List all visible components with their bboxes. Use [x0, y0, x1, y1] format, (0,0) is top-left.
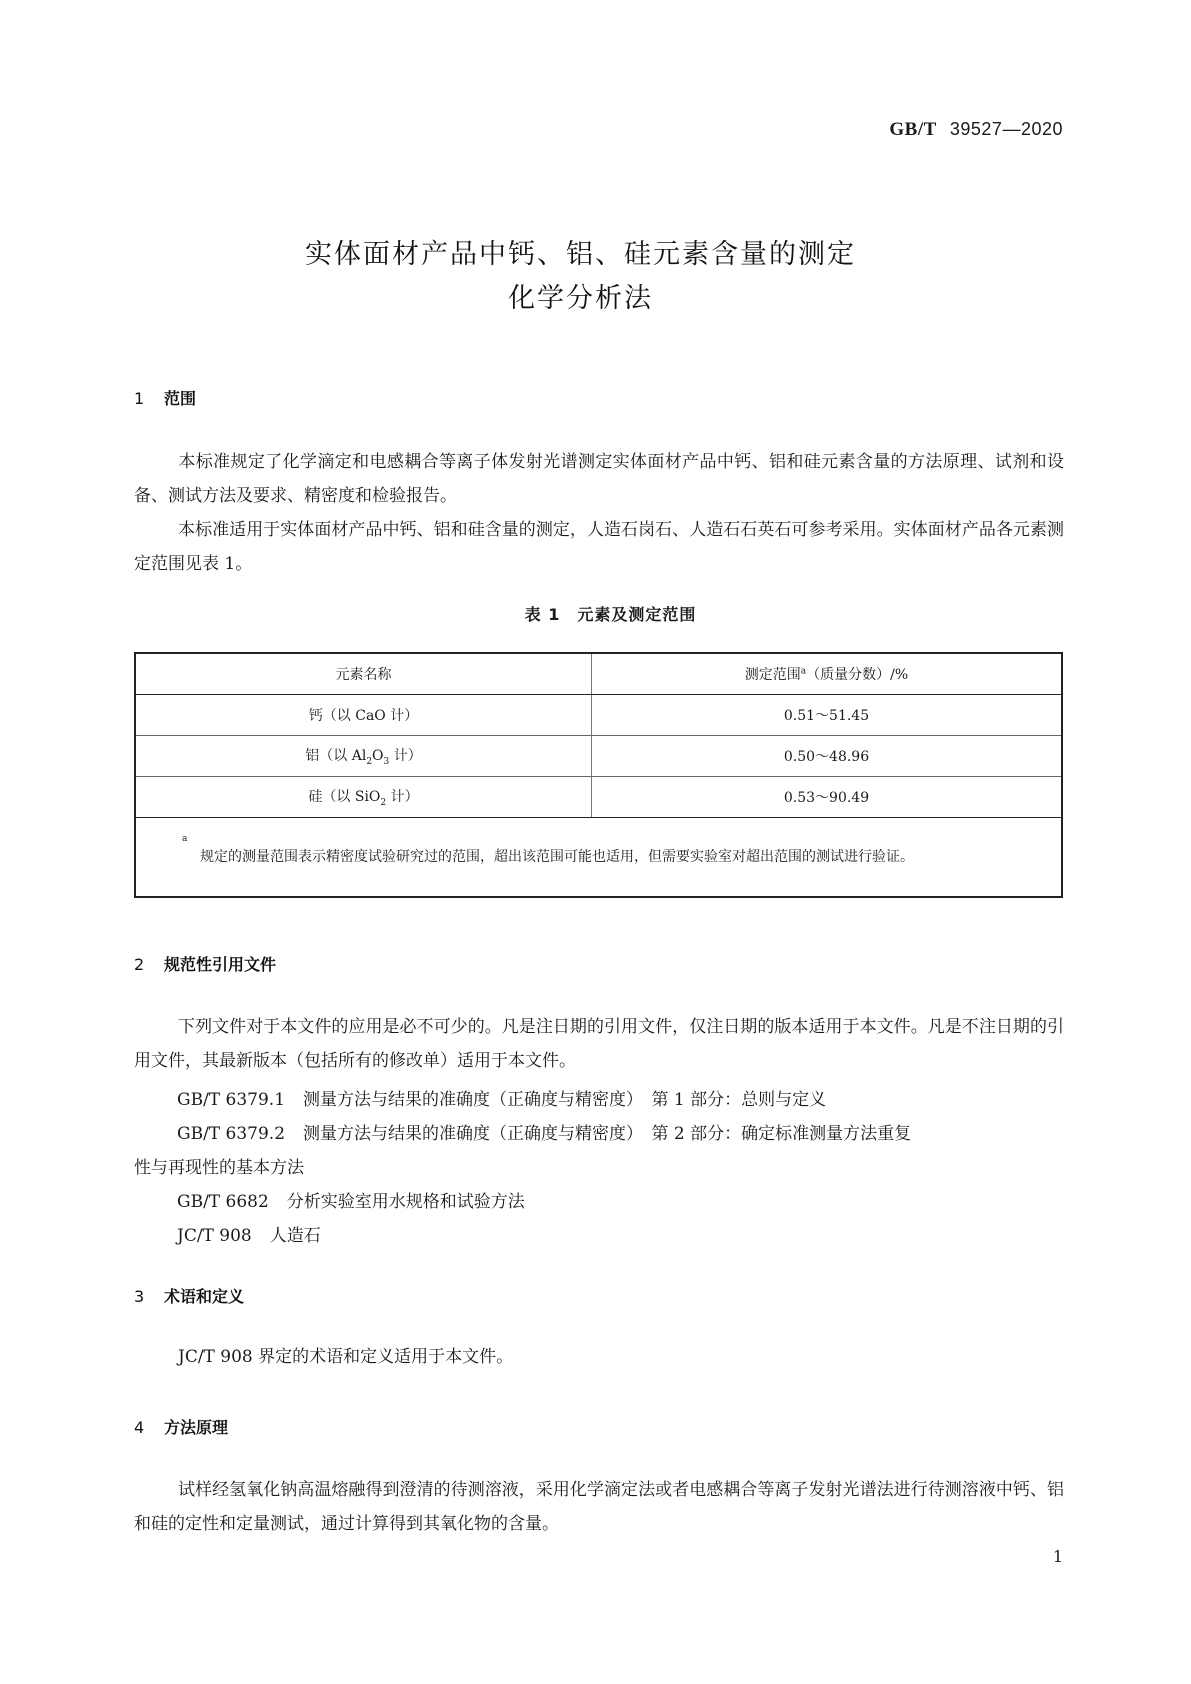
- table-row: [135, 695, 1062, 736]
- reference-item: GB/T 6682 分析实验室用水规格和试验方法: [177, 1192, 525, 1212]
- header-range: 测定范围$^a$（质量分数）/%: [592, 653, 1063, 695]
- standard-code: [889, 118, 1063, 141]
- table-caption: 表 1 元素及测定范围: [524, 605, 697, 624]
- reference-item: GB/T 6379.2 测量方法与结果的准确度（正确度与精密度） 第 2 部分：确定标准测量方法重复: [177, 1124, 912, 1144]
- paragraph-references-intro: 下列文件对于本文件的应用是必不可少的。凡是注日期的引用文件，仅注日期的版本适用于本文件。凡是不注日期的引用文件，其最新版本（包括所有的修改单）适用于本文件。: [134, 1017, 1064, 1071]
- paragraph-terms: JC/T 908 界定的术语和定义适用于本文件。: [178, 1347, 514, 1367]
- reference-item-continuation: 性与再现性的基本方法: [134, 1158, 304, 1178]
- document-title-line1: 实体面材产品中钙、铝、硅元素含量的测定: [305, 239, 856, 270]
- paragraph-principle: 试样经氢氧化钠高温熔融得到澄清的待测溶液，采用化学滴定法或者电感耦合等离子发射光谱法进行待测溶液中钙、铝和硅的定性和定量测试，通过计算得到其氧化物的含量。: [134, 1480, 1064, 1534]
- paragraph-scope-2: 本标准适用于实体面材产品中钙、铝和硅含量的测定，人造石岗石、人造石石英石可参考采用。实体面材产品各元素测定范围见表 1。: [134, 520, 1064, 574]
- reference-item: JC/T 908 人造石: [177, 1226, 321, 1246]
- cell-element: 钙（以 CaO 计）: [135, 695, 592, 736]
- section-heading-1: 1 范围: [134, 389, 197, 408]
- table-row: [135, 777, 1062, 818]
- cell-range: 0.51～51.45: [592, 695, 1063, 736]
- cell-element: 铝（以 $Al_2O_3$ 计）: [135, 736, 592, 777]
- section-heading-2: 2 规范性引用文件: [134, 955, 277, 974]
- section-heading-3: 3 术语和定义: [134, 1287, 245, 1306]
- header-element-name: 元素名称: [135, 653, 592, 695]
- page-number: 1: [1052, 1547, 1063, 1566]
- table-row: [135, 736, 1062, 777]
- table-header-row: [135, 653, 1062, 695]
- cell-range: 0.50～48.96: [592, 736, 1063, 777]
- reference-item: GB/T 6379.1 测量方法与结果的准确度（正确度与精密度） 第 1 部分：总则与定义: [177, 1090, 827, 1110]
- cell-element: 硅（以 SiO$_2$ 计）: [135, 777, 592, 818]
- document-title-line2: 化学分析法: [508, 283, 653, 314]
- table-footnote-row: [135, 818, 1062, 898]
- standard-number: 39527—2020: [949, 119, 1063, 139]
- paragraph-scope-1: 本标准规定了化学滴定和电感耦合等离子体发射光谱测定实体面材产品中钙、铝和硅元素含量的方法原理、试剂和设备、测试方法及要求、精密度和检验报告。: [134, 452, 1064, 506]
- table-footnote: a 规定的测量范围表示精密度试验研究过的范围，超出该范围可能也适用，但需要实验室对超出范围的测试进行验证。: [135, 818, 1062, 898]
- standard-prefix: GB/T: [889, 119, 937, 140]
- section-heading-4: 4 方法原理: [134, 1418, 229, 1437]
- element-range-table: [134, 652, 1063, 898]
- cell-range: 0.53～90.49: [592, 777, 1063, 818]
